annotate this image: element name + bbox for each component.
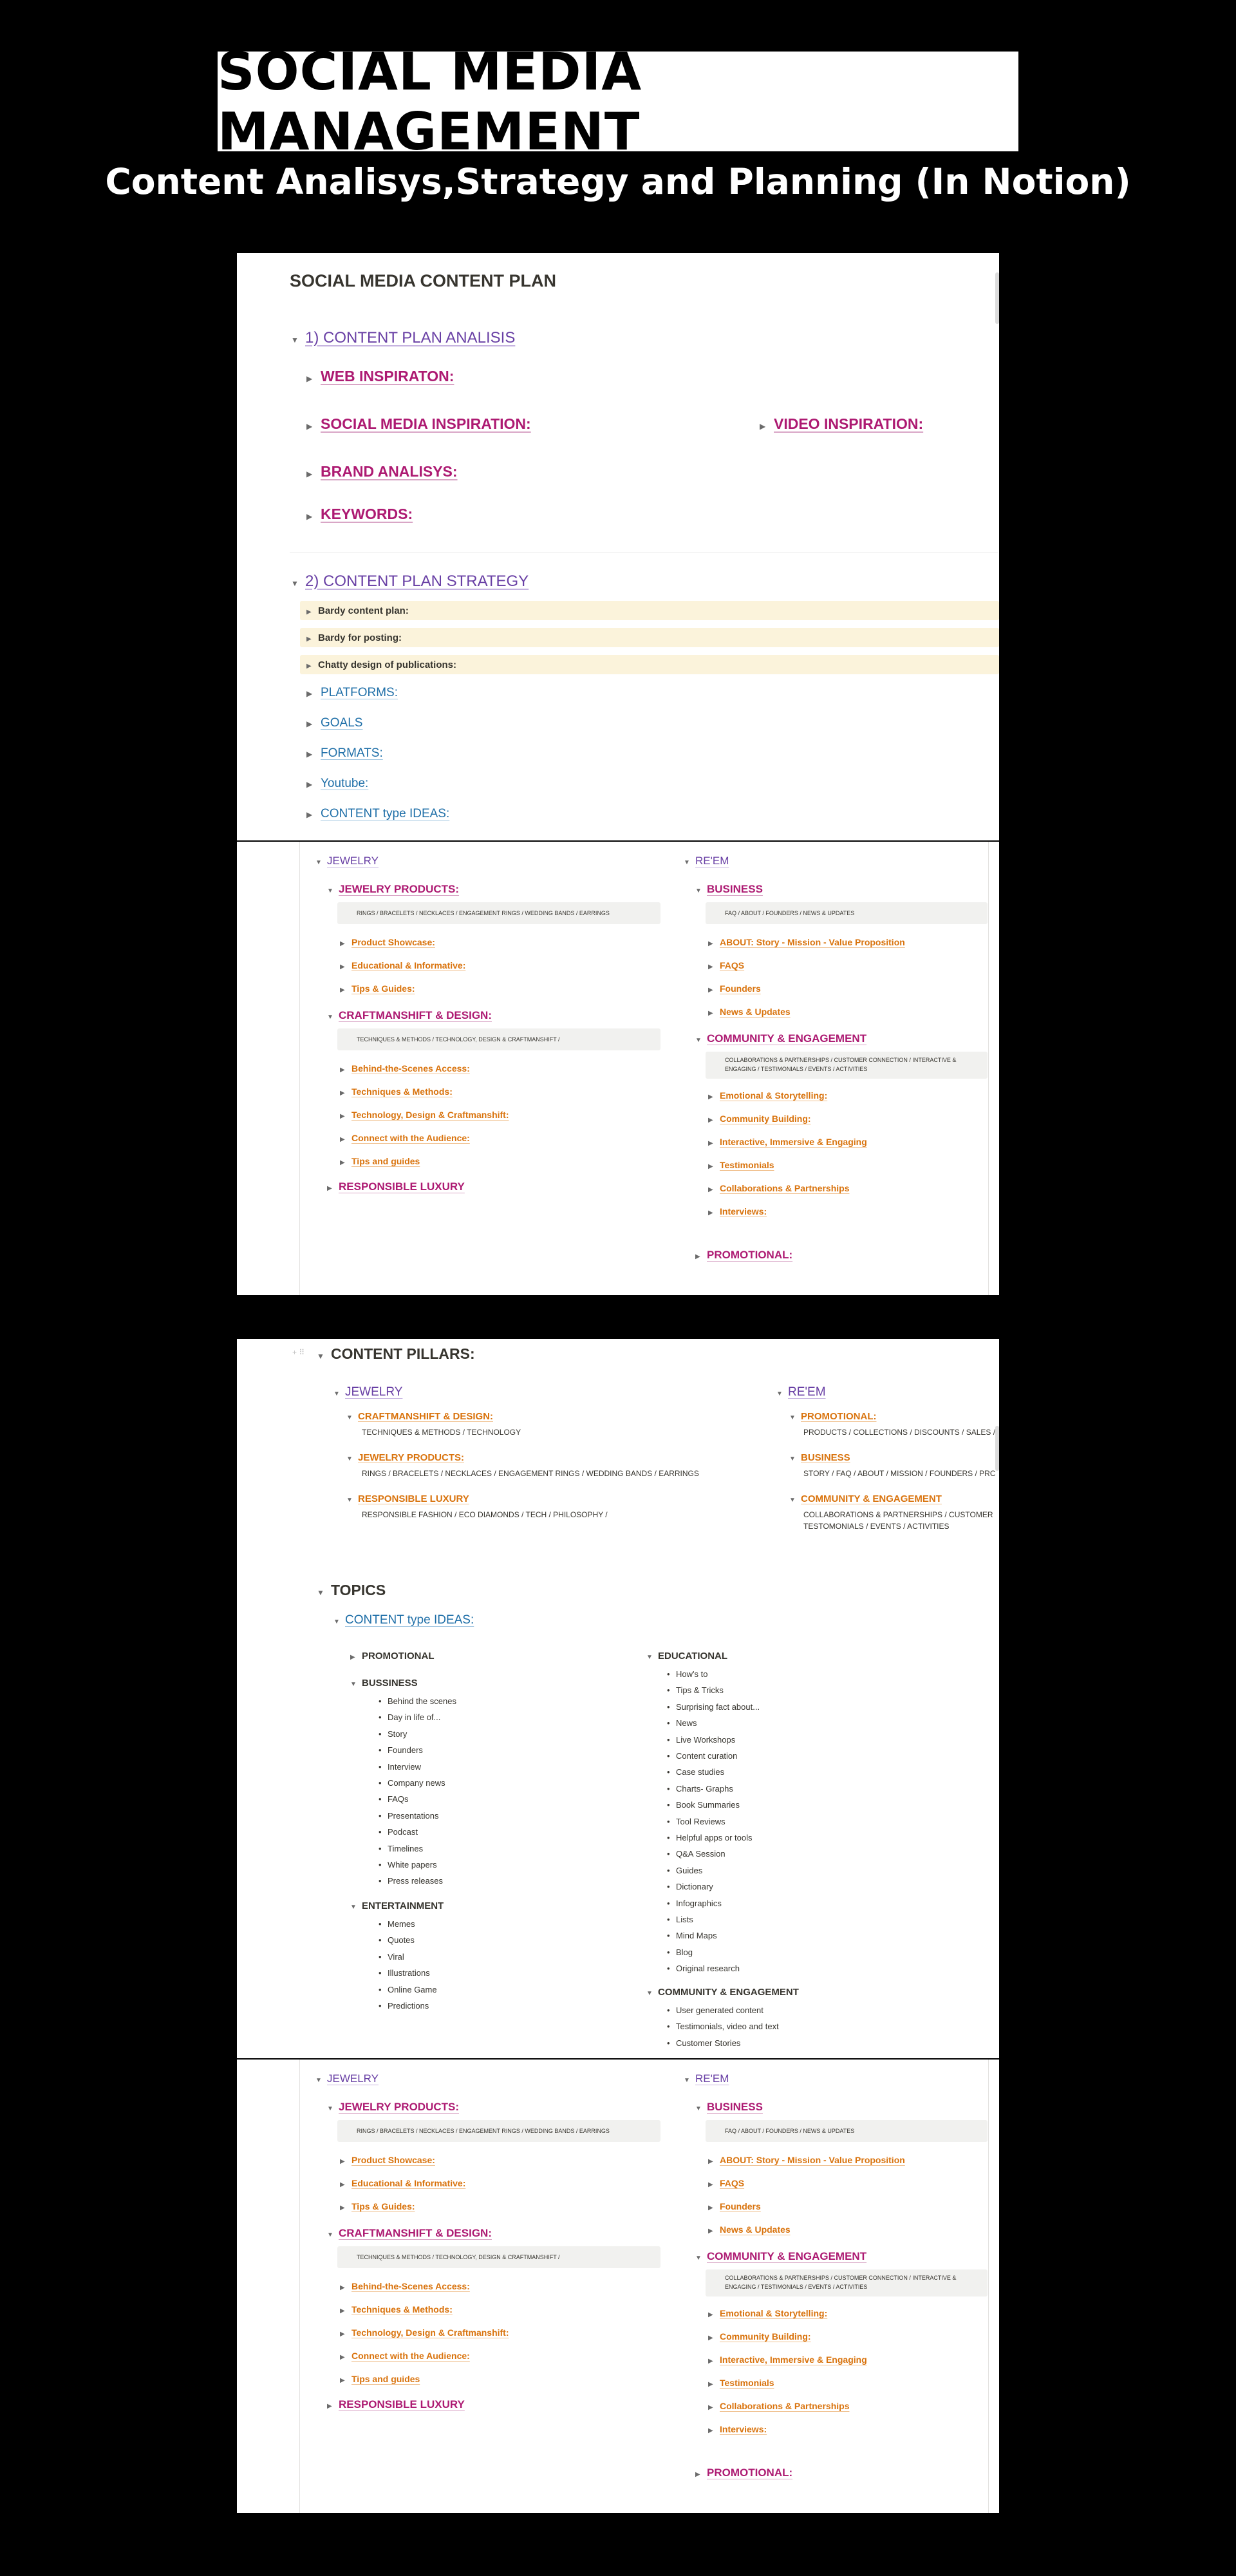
callout-content-plan[interactable]: ▶ Bardy content plan: — [300, 601, 999, 620]
luxury-heading[interactable]: RESPONSIBLE LUXURY — [339, 2398, 465, 2410]
about-link[interactable]: ABOUT: Story - Mission - Value Proposition — [720, 2155, 905, 2165]
business-tags: FAQ / ABOUT / FOUNDERS / NEWS & UPDATES — [725, 2128, 855, 2134]
toggle-item[interactable]: ▶ Technology, Design & Craftmanshift: — [340, 2327, 509, 2338]
toggle-item[interactable]: ▶ Testimonials — [708, 2378, 774, 2388]
pillar-craft-desc: TECHNIQUES & METHODS / TECHNOLOGY — [362, 1428, 521, 1437]
scrollbar[interactable] — [995, 272, 999, 324]
tips-link[interactable]: Tips and guides — [351, 2374, 420, 2384]
interactive-link[interactable]: Interactive, Immersive & Engaging — [720, 2354, 867, 2365]
technology-link[interactable]: Technology, Design & Craftmanshift: — [351, 2327, 509, 2338]
list-item: • Interview — [379, 1762, 421, 1772]
about-link[interactable]: ABOUT: Story - Mission - Value Proposition — [720, 937, 905, 947]
toggle-jewelry[interactable]: ▼ JEWELRY — [315, 2072, 379, 2085]
toggle-item[interactable]: ▶ Founders — [708, 983, 761, 994]
list-item: • Viral — [379, 1952, 404, 1962]
behind-scenes-link[interactable]: Behind-the-Scenes Access: — [351, 2281, 470, 2291]
topics-heading: TOPICS — [331, 1582, 386, 1598]
toggle-business[interactable]: ▼ BUSINESS — [695, 2101, 763, 2113]
toggle-promotional[interactable]: ▶ PROMOTIONAL: — [695, 1249, 793, 1261]
column-guide — [988, 842, 989, 1295]
toggle-item[interactable]: ▶ Community Building: — [708, 2331, 811, 2342]
title-banner — [218, 41, 1018, 162]
promotional-heading[interactable]: PROMOTIONAL: — [707, 1249, 793, 1261]
products-heading[interactable]: JEWELRY PRODUCTS: — [339, 2101, 460, 2113]
column-guide — [299, 842, 300, 1295]
pillar-promotional-link[interactable]: PROMOTIONAL: — [801, 1411, 877, 1422]
list-item: • Tips & Tricks — [667, 1685, 724, 1695]
toggle-brand[interactable]: ▶ BRAND ANALISYS: — [306, 463, 458, 480]
connect-audience-link[interactable]: Connect with the Audience: — [351, 2351, 470, 2361]
list-item: • Testimonials, video and text — [667, 2022, 779, 2031]
news-link[interactable]: News & Updates — [720, 2224, 791, 2235]
list-item: • Surprising fact about... — [667, 1702, 760, 1712]
scrollbar[interactable] — [995, 1426, 999, 1471]
toggle-item[interactable]: ▶ Collaborations & Partnerships — [708, 1183, 850, 1193]
list-item: • Case studies — [667, 1767, 724, 1777]
products-tags: RINGS / BRACELETS / NECKLACES / ENGAGEMENT RINGS / WEDDING BANDS / EARRINGS — [357, 910, 610, 916]
toggle-web[interactable]: ▶ WEB INSPIRATON: — [306, 368, 454, 384]
behind-scenes-link[interactable]: Behind-the-Scenes Access: — [351, 1063, 470, 1074]
toggle-topics[interactable]: ▼ TOPICS — [317, 1582, 386, 1598]
toggle-luxury[interactable]: ▶ RESPONSIBLE LUXURY — [327, 2398, 465, 2410]
toggle-products[interactable]: ▼ JEWELRY PRODUCTS: — [327, 883, 460, 895]
jewelry-heading: JEWELRY — [327, 2072, 379, 2085]
toggle-item[interactable]: ▶ Educational & Informative: — [340, 960, 466, 971]
emotional-link[interactable]: Emotional & Storytelling: — [720, 1090, 828, 1101]
list-item: • How's to — [667, 1669, 707, 1679]
toggle-pillar-business[interactable]: ▼ BUSINESS — [789, 1452, 850, 1463]
list-item: • FAQs — [379, 1794, 409, 1804]
goals-link[interactable]: GOALS — [321, 716, 363, 730]
toggle-item[interactable]: ▶ FAQS — [708, 2178, 745, 2188]
list-item: • Tool Reviews — [667, 1817, 726, 1826]
toggle-item[interactable]: ▶ News & Updates — [708, 2224, 791, 2235]
pillar-community-desc: COLLABORATIONS & PARTNERSHIPS / CUSTOMER — [803, 1510, 993, 1519]
interviews-link[interactable]: Interviews: — [720, 2424, 767, 2434]
faqs-link[interactable]: FAQS — [720, 960, 745, 971]
toggle-item[interactable]: ▶ Founders — [708, 2201, 761, 2211]
craft-tags-box — [337, 1028, 660, 1050]
toggle-item[interactable]: ▶ Emotional & Storytelling: — [708, 2308, 828, 2318]
products-tags-box — [337, 902, 660, 924]
toggle-item[interactable]: ▶ Interactive, Immersive & Engaging — [708, 2354, 867, 2365]
toggle-business[interactable]: ▼ BUSINESS — [695, 883, 763, 895]
toggle-item[interactable]: ▶ ABOUT: Story - Mission - Value Proposition — [708, 937, 905, 947]
community-tags-box — [706, 2269, 988, 2297]
social-inspiration-link[interactable]: SOCIAL MEDIA INSPIRATION: — [321, 415, 531, 432]
list-item: • Helpful apps or tools — [667, 1833, 753, 1842]
educational-link[interactable]: Educational & Informative: — [351, 960, 466, 971]
formats-link[interactable]: FORMATS: — [321, 746, 383, 760]
column-guide — [299, 2060, 300, 2513]
tips-guides-link[interactable]: Tips & Guides: — [351, 983, 415, 994]
list-item: • Original research — [667, 1964, 740, 1973]
list-item: • Customer Stories — [667, 2038, 740, 2048]
community-building-link[interactable]: Community Building: — [720, 1113, 811, 1124]
collaborations-link[interactable]: Collaborations & Partnerships — [720, 1183, 850, 1193]
toggle-item[interactable]: ▶ Behind-the-Scenes Access: — [340, 2281, 470, 2291]
toggle-video[interactable]: ▶ VIDEO INSPIRATION: — [760, 415, 924, 432]
pillar-jewelry-heading: JEWELRY — [345, 1385, 403, 1399]
toggle-item[interactable]: ▶ Techniques & Methods: — [340, 1086, 453, 1097]
list-item: • Predictions — [379, 2001, 429, 2011]
callout-label: Bardy content plan: — [318, 605, 409, 616]
toggle-item[interactable]: ▶ Connect with the Audience: — [340, 1133, 470, 1143]
pillar-products-link[interactable]: JEWELRY PRODUCTS: — [358, 1452, 465, 1463]
subtitle: Content Analisys,Strategy and Planning (In Notion) — [105, 161, 1131, 202]
community-tags: COLLABORATIONS & PARTNERSHIPS / CUSTOMER CONNECTION / INTERACTIVE & — [725, 1057, 957, 1063]
pillar-reem-heading: RE'EM — [788, 1385, 826, 1399]
video-inspiration-link[interactable]: VIDEO INSPIRATION: — [774, 415, 924, 432]
toggle-pillar-community[interactable]: ▼ COMMUNITY & ENGAGEMENT — [789, 1493, 942, 1504]
toggle-reem[interactable]: ▼ RE'EM — [684, 855, 729, 867]
founders-link[interactable]: Founders — [720, 983, 761, 994]
product-showcase-link[interactable]: Product Showcase: — [351, 937, 435, 947]
tips-guides-link[interactable]: Tips & Guides: — [351, 2201, 415, 2211]
toggle-item[interactable]: ▶ Behind-the-Scenes Access: — [340, 1063, 470, 1074]
educational-link[interactable]: Educational & Informative: — [351, 2178, 466, 2188]
toggle-pillar-luxury[interactable]: ▼ RESPONSIBLE LUXURY — [346, 1493, 469, 1504]
toggle-item[interactable]: ▶ Emotional & Storytelling: — [708, 1090, 828, 1101]
list-item: • Press releases — [379, 1876, 443, 1886]
toggle-item[interactable]: ▶ Interviews: — [708, 2424, 767, 2434]
list-item: • Content curation — [667, 1751, 737, 1761]
toggle-luxury[interactable]: ▶ RESPONSIBLE LUXURY — [327, 1180, 465, 1193]
list-item: • Charts- Graphs — [667, 1784, 733, 1794]
toggle-pillar-craft[interactable]: ▼ CRAFTMANSHIFT & DESIGN: — [346, 1411, 493, 1422]
list-item: • Mind Maps — [667, 1931, 717, 1940]
list-item: • User generated content — [667, 2005, 763, 2015]
toggle-item[interactable]: ▶ ABOUT: Story - Mission - Value Proposition — [708, 2155, 905, 2165]
list-item: • Blog — [667, 1947, 693, 1957]
list-item: • Story — [379, 1729, 407, 1739]
toggle-social[interactable]: ▶ SOCIAL MEDIA INSPIRATION: — [306, 415, 531, 432]
toggle-craft[interactable]: ▼ CRAFTMANSHIFT & DESIGN: — [327, 1009, 492, 1021]
craft-tags: TECHNIQUES & METHODS / TECHNOLOGY, DESIGN & CRAFTMANSHIFT / — [357, 2254, 560, 2260]
toggle-community[interactable]: ▼ COMMUNITY & ENGAGEMENT — [695, 1032, 867, 1045]
brand-analysis-link[interactable]: BRAND ANALISYS: — [321, 463, 458, 480]
toggle-formats[interactable]: ▶ FORMATS: — [306, 746, 383, 760]
content-plan-panel — [237, 253, 999, 840]
toggle-item[interactable]: ▶ Testimonials — [708, 1160, 774, 1170]
toggle-item[interactable]: ▶ Tips & Guides: — [340, 983, 415, 994]
topic-promotional: PROMOTIONAL — [362, 1651, 435, 1662]
interviews-link[interactable]: Interviews: — [720, 1206, 767, 1217]
list-item: • Behind the scenes — [379, 1696, 456, 1706]
community-tags: ENGAGING / TESTIMONIALS / EVENTS / ACTIVITIES — [725, 1066, 868, 1072]
pillar-community-link[interactable]: COMMUNITY & ENGAGEMENT — [801, 1493, 942, 1504]
toggle-goals[interactable]: ▶ GOALS — [306, 716, 363, 730]
toggle-youtube[interactable]: ▶ Youtube: — [306, 777, 369, 790]
promotional-heading[interactable]: PROMOTIONAL: — [707, 2467, 793, 2479]
toggle-promotional[interactable]: ▶ PROMOTIONAL: — [695, 2467, 793, 2479]
toggle-platforms[interactable]: ▶ PLATFORMS: — [306, 686, 398, 699]
toggle-pillar-promotional[interactable]: ▼ PROMOTIONAL: — [789, 1411, 877, 1422]
callout-design[interactable]: ▶ Chatty design of publications: — [300, 655, 999, 674]
web-inspiration-link[interactable]: WEB INSPIRATON: — [321, 368, 454, 384]
craft-heading[interactable]: CRAFTMANSHIFT & DESIGN: — [339, 1009, 492, 1021]
toggle-item[interactable]: ▶ FAQS — [708, 960, 745, 971]
toggle-item[interactable]: ▶ News & Updates — [708, 1007, 791, 1017]
luxury-heading[interactable]: RESPONSIBLE LUXURY — [339, 1180, 465, 1193]
products-heading[interactable]: JEWELRY PRODUCTS: — [339, 883, 460, 895]
faqs-link[interactable]: FAQS — [720, 2178, 745, 2188]
list-item: • Live Workshops — [667, 1735, 735, 1745]
business-heading[interactable]: BUSINESS — [707, 883, 763, 895]
testimonials-link[interactable]: Testimonials — [720, 1160, 774, 1170]
toggle-topic-educational[interactable]: ▼ EDUCATIONAL — [646, 1651, 728, 1662]
toggle-reem[interactable]: ▼ RE'EM — [684, 2072, 729, 2085]
emotional-link[interactable]: Emotional & Storytelling: — [720, 2308, 828, 2318]
toggle-analysis[interactable]: ▼ 1) CONTENT PLAN ANALISIS — [291, 329, 516, 346]
list-item: • Quotes — [379, 1935, 415, 1945]
pillars-heading: CONTENT PILLARS: — [331, 1345, 475, 1362]
craft-tags-box — [337, 2246, 660, 2268]
toggle-community[interactable]: ▼ COMMUNITY & ENGAGEMENT — [695, 2250, 867, 2262]
list-item: • Lists — [667, 1915, 693, 1924]
callout-posting[interactable]: ▶ Bardy for posting: — [300, 628, 999, 647]
platforms-link[interactable]: PLATFORMS: — [321, 686, 398, 699]
business-tags-box — [706, 2120, 988, 2142]
toggle-item[interactable]: ▶ Product Showcase: — [340, 2155, 435, 2165]
pillar-products-desc: RINGS / BRACELETS / NECKLACES / ENGAGEMENT RINGS / WEDDING BANDS / EARRINGS — [362, 1469, 699, 1478]
analysis-heading: 1) CONTENT PLAN ANALISIS — [305, 329, 516, 346]
content-ideas-link[interactable]: CONTENT type IDEAS: — [321, 807, 450, 820]
toggle-content-ideas[interactable]: ▶ CONTENT type IDEAS: — [306, 807, 450, 820]
techniques-link[interactable]: Techniques & Methods: — [351, 1086, 453, 1097]
products-tags-box — [337, 2120, 660, 2142]
reem-heading: RE'EM — [695, 2072, 729, 2085]
pillar-promotional-desc: PRODUCTS / COLLECTIONS / DISCOUNTS / SALES / — [803, 1428, 996, 1437]
toggle-item[interactable]: ▶ Product Showcase: — [340, 937, 435, 947]
reem-heading: RE'EM — [695, 855, 729, 867]
jewelry-heading: JEWELRY — [327, 855, 379, 867]
list-item: • Guides — [667, 1866, 702, 1875]
toggle-item[interactable]: ▶ Tips and guides — [340, 2374, 420, 2384]
toggle-item[interactable]: ▶ Connect with the Audience: — [340, 2351, 470, 2361]
list-item: • Illustrations — [379, 1968, 430, 1978]
pillar-community-desc: TESTOMONIALS / EVENTS / ACTIVITIES — [803, 1522, 950, 1531]
pillar-business-desc: STORY / FAQ / ABOUT / MISSION / FOUNDERS / PRC — [803, 1469, 996, 1478]
toggle-pillar-reem[interactable]: ▼ RE'EM — [776, 1385, 826, 1399]
business-tags: FAQ / ABOUT / FOUNDERS / NEWS & UPDATES — [725, 910, 855, 916]
testimonials-link[interactable]: Testimonials — [720, 2378, 774, 2388]
toggle-item[interactable]: ▶ Educational & Informative: — [340, 2178, 466, 2188]
business-heading[interactable]: BUSINESS — [707, 2101, 763, 2113]
toggle-item[interactable]: ▶ Interviews: — [708, 1206, 767, 1217]
topic-entertainment: ENTERTAINMENT — [362, 1900, 444, 1911]
pillar-business-link[interactable]: BUSINESS — [801, 1452, 850, 1463]
community-tags-box — [706, 1052, 988, 1079]
jewelry-board-panel-2 — [237, 2060, 999, 2513]
list-item: • Q&A Session — [667, 1849, 726, 1859]
community-heading[interactable]: COMMUNITY & ENGAGEMENT — [707, 2250, 867, 2262]
jewelry-board-panel — [237, 842, 999, 1295]
list-item: • Timelines — [379, 1844, 423, 1853]
page-title: SOCIAL MEDIA CONTENT PLAN — [290, 271, 557, 290]
toggle-item[interactable]: ▶ Techniques & Methods: — [340, 2304, 453, 2315]
toggle-topic-promotional[interactable]: ▶ PROMOTIONAL — [350, 1651, 435, 1662]
topic-educational: EDUCATIONAL — [658, 1651, 728, 1662]
founders-link[interactable]: Founders — [720, 2201, 761, 2211]
product-showcase-link[interactable]: Product Showcase: — [351, 2155, 435, 2165]
list-item: • Day in life of... — [379, 1712, 440, 1722]
list-item: • Online Game — [379, 1985, 437, 1994]
divider — [290, 552, 998, 553]
toggle-pillars[interactable]: ▼ CONTENT PILLARS: — [317, 1345, 475, 1362]
pillars-panel — [237, 1339, 999, 2058]
ideas-link[interactable]: CONTENT type IDEAS: — [345, 1613, 474, 1627]
toggle-item[interactable]: ▶ Community Building: — [708, 1113, 811, 1124]
toggle-item[interactable]: ▶ Interactive, Immersive & Engaging — [708, 1137, 867, 1147]
strategy-heading: 2) CONTENT PLAN STRATEGY — [305, 573, 529, 590]
list-item: • Dictionary — [667, 1882, 713, 1891]
craft-heading[interactable]: CRAFTMANSHIFT & DESIGN: — [339, 2227, 492, 2239]
toggle-jewelry[interactable]: ▼ JEWELRY — [315, 855, 379, 867]
list-item: • Presentations — [379, 1811, 439, 1821]
topic-business: BUSSINESS — [362, 1678, 418, 1689]
list-item: • News — [667, 1718, 697, 1728]
toggle-item[interactable]: ▶ Tips & Guides: — [340, 2201, 415, 2211]
community-heading[interactable]: COMMUNITY & ENGAGEMENT — [707, 1032, 867, 1045]
list-item: • White papers — [379, 1860, 437, 1870]
business-tags-box — [706, 902, 988, 924]
toggle-topic-business[interactable]: ▼ BUSSINESS — [350, 1678, 418, 1689]
collaborations-link[interactable]: Collaborations & Partnerships — [720, 2401, 850, 2411]
community-tags: COLLABORATIONS & PARTNERSHIPS / CUSTOMER CONNECTION / INTERACTIVE & — [725, 2275, 957, 2281]
interactive-link[interactable]: Interactive, Immersive & Engaging — [720, 1137, 867, 1147]
topic-community: COMMUNITY & ENGAGEMENT — [658, 1987, 799, 1998]
pillar-craft-link[interactable]: CRAFTMANSHIFT & DESIGN: — [358, 1411, 493, 1422]
community-tags: ENGAGING / TESTIMONIALS / EVENTS / ACTIVITIES — [725, 2284, 868, 2290]
techniques-link[interactable]: Techniques & Methods: — [351, 2304, 453, 2315]
products-tags: RINGS / BRACELETS / NECKLACES / ENGAGEMENT RINGS / WEDDING BANDS / EARRINGS — [357, 2128, 610, 2134]
drag-handle-icon[interactable]: + ⠿ — [292, 1348, 305, 1357]
community-building-link[interactable]: Community Building: — [720, 2331, 811, 2342]
list-item: • Book Summaries — [667, 1800, 740, 1810]
toggle-strategy[interactable]: ▼ 2) CONTENT PLAN STRATEGY — [291, 573, 529, 590]
toggle-topic-community[interactable]: ▼ COMMUNITY & ENGAGEMENT — [646, 1987, 799, 1998]
list-item: • Founders — [379, 1745, 423, 1755]
toggle-item[interactable]: ▶ Collaborations & Partnerships — [708, 2401, 850, 2411]
list-item: • Company news — [379, 1778, 445, 1788]
column-guide — [988, 2060, 989, 2513]
technology-link[interactable]: Technology, Design & Craftmanshift: — [351, 1110, 509, 1120]
toggle-craft[interactable]: ▼ CRAFTMANSHIFT & DESIGN: — [327, 2227, 492, 2239]
youtube-link[interactable]: Youtube: — [321, 777, 369, 790]
list-item: • Infographics — [667, 1899, 722, 1908]
connect-audience-link[interactable]: Connect with the Audience: — [351, 1133, 470, 1143]
list-item: • Podcast — [379, 1827, 418, 1837]
craft-tags: TECHNIQUES & METHODS / TECHNOLOGY, DESIGN & CRAFTMANSHIFT / — [357, 1036, 560, 1043]
news-link[interactable]: News & Updates — [720, 1007, 791, 1017]
toggle-topic-entertainment[interactable]: ▼ ENTERTAINMENT — [350, 1900, 444, 1911]
main-title: SOCIAL MEDIA MANAGEMENT — [218, 41, 642, 162]
list-item: • Memes — [379, 1919, 415, 1929]
pillar-luxury-desc: RESPONSIBLE FASHION / ECO DIAMONDS / TECH / PHILOSOPHY / — [362, 1510, 608, 1519]
toggle-pillar-jewelry[interactable]: ▼ JEWELRY — [333, 1385, 403, 1399]
toggle-keywords[interactable]: ▶ KEYWORDS: — [306, 506, 413, 522]
toggle-item[interactable]: ▶ Tips and guides — [340, 1156, 420, 1166]
callout-label: Chatty design of publications: — [318, 659, 457, 670]
pillar-luxury-link[interactable]: RESPONSIBLE LUXURY — [358, 1493, 469, 1504]
toggle-pillar-products[interactable]: ▼ JEWELRY PRODUCTS: — [346, 1452, 465, 1463]
toggle-ideas[interactable]: ▼ CONTENT type IDEAS: — [333, 1613, 474, 1627]
keywords-link[interactable]: KEYWORDS: — [321, 506, 413, 522]
toggle-products[interactable]: ▼ JEWELRY PRODUCTS: — [327, 2101, 460, 2113]
callout-label: Bardy for posting: — [318, 632, 402, 643]
tips-link[interactable]: Tips and guides — [351, 1156, 420, 1166]
toggle-item[interactable]: ▶ Technology, Design & Craftmanshift: — [340, 1110, 509, 1120]
